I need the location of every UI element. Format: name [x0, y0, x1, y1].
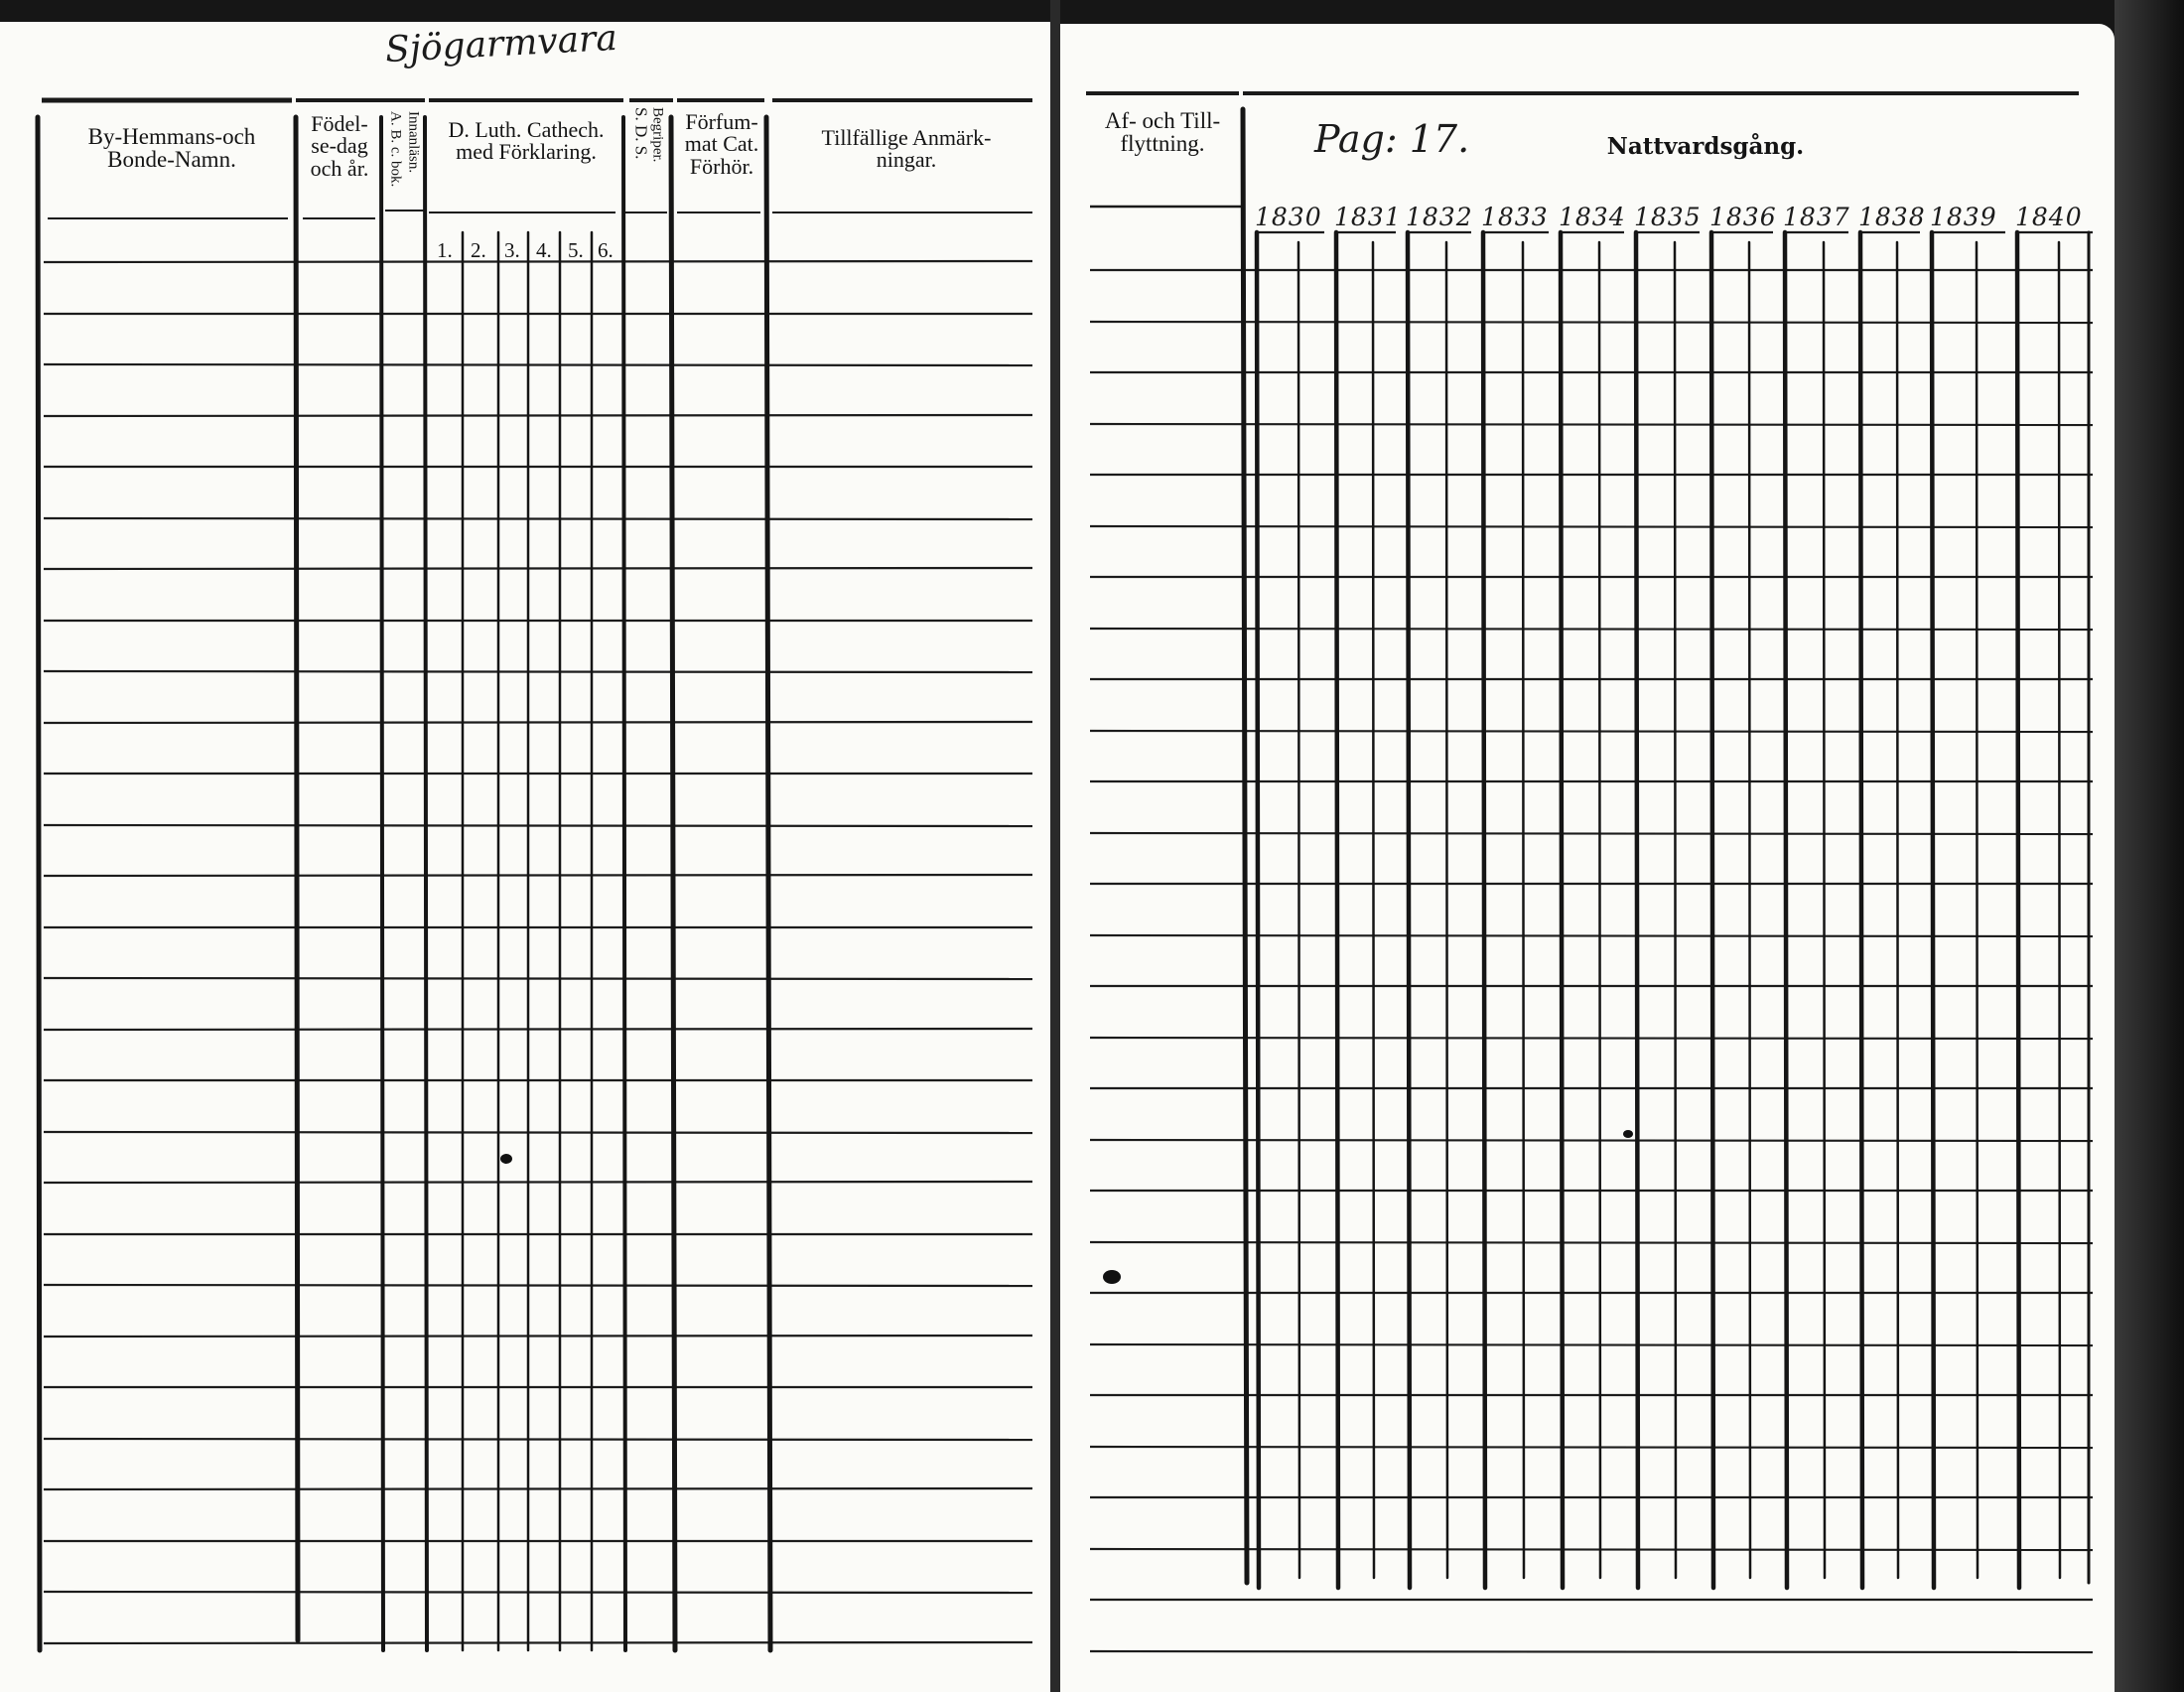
year-header-1839: 1839	[1930, 203, 1997, 231]
catechism-num-1: 1.	[437, 238, 453, 262]
right-ruled-grid	[1060, 24, 2115, 1692]
left-ruled-grid	[0, 22, 1050, 1692]
header-nattvardsgang: Nattvardsgång.	[1606, 133, 1805, 160]
header-tillfallige: Tillfällige Anmärk- ningar.	[821, 125, 992, 173]
year-header-1837: 1837	[1783, 203, 1850, 231]
year-header-1831: 1831	[1334, 203, 1402, 231]
catechism-num-4: 4.	[536, 238, 552, 262]
year-header-1832: 1832	[1406, 203, 1473, 231]
left-page	[0, 17, 1050, 1692]
year-header-1836: 1836	[1709, 203, 1777, 231]
catechism-num-6: 6.	[598, 238, 614, 262]
header-af-och-tillflyttning: Af- och Till- flyttning.	[1104, 108, 1221, 157]
header-innanlasn: Innanläsn.	[405, 111, 422, 174]
header-begriper: Begriper.	[649, 107, 666, 163]
catechism-num-3: 3.	[504, 238, 520, 262]
header-forsummat: Förfum- mat Cat. Förhör.	[684, 109, 759, 179]
header-abc-bok: A. B. c. bok.	[387, 111, 404, 188]
year-header-1833: 1833	[1481, 203, 1549, 231]
handwritten-page-number: Pag: 17.	[1314, 117, 1470, 161]
book-spine	[1050, 0, 1060, 1692]
year-header-1830: 1830	[1255, 203, 1322, 231]
catechism-num-5: 5.	[568, 238, 584, 262]
catechism-num-2: 2.	[471, 238, 486, 262]
handwritten-place-name: Sjögarmvara	[384, 17, 618, 71]
page-edge-shadow	[2115, 0, 2184, 1692]
year-header-1835: 1835	[1634, 203, 1702, 231]
header-sds: S. D. S.	[631, 107, 651, 160]
year-header-1838: 1838	[1858, 203, 1926, 231]
header-fodelse: Födel- se-dag och år.	[310, 111, 369, 181]
header-by-hemmans: By-Hemmans-och Bonde-Namn.	[87, 124, 256, 173]
year-header-1834: 1834	[1559, 203, 1626, 231]
year-header-1840: 1840	[2015, 203, 2083, 231]
header-luth-cathech: D. Luth. Cathech. med Förklaring.	[448, 117, 605, 165]
right-page	[1060, 24, 2115, 1692]
